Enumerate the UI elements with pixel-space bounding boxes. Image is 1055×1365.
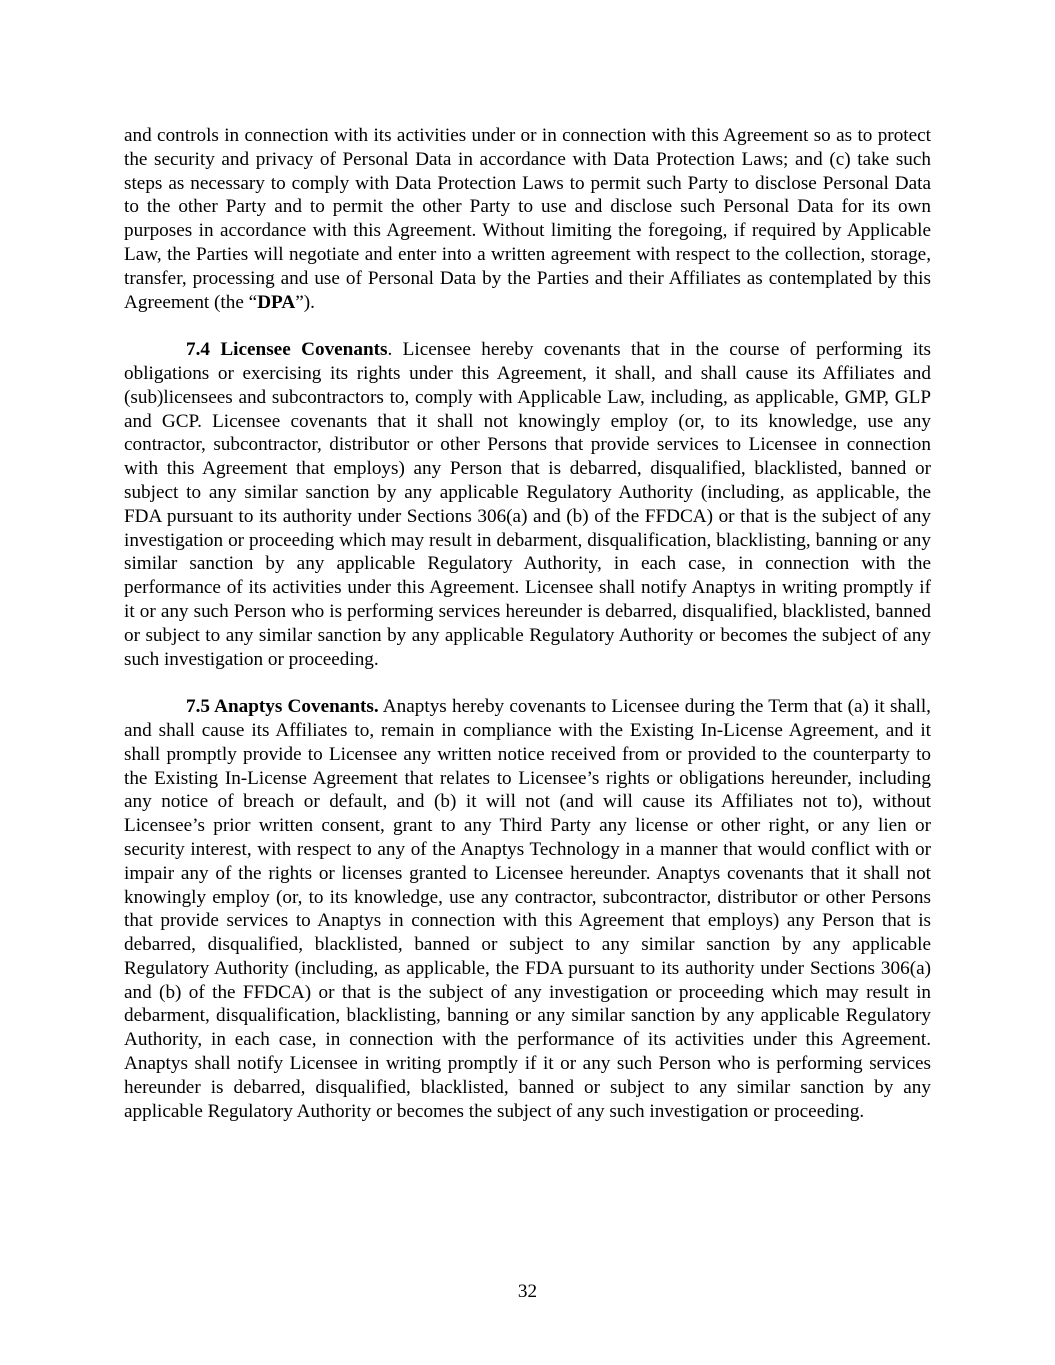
paragraph-text: and controls in connection with its activities under or in connection with this Agreement so as to protect the security and privacy of Personal Data in accordance with Data Protection Laws; and (c) take such steps as necessary to comply with Data Protection Laws to permit such Party to disclose Personal Data to the other Party and to permit the other Party to use and disclose such Personal Data for its own purposes in accordance with this Agreement. Without limiting the foregoing, if required by Applicable Law, the Parties will negotiate and enter into a written agreement with respect to the collection, storage, transfer, processing and use of Personal Data by the Parties and their Affiliates as contemplated by this Agreement (the “ — [124, 125, 931, 313]
section-7-4-heading: 7.4 Licensee Covenants — [186, 339, 388, 361]
page-number: 32 — [517, 1281, 538, 1302]
section-7-4 — [124, 338, 931, 671]
section-7-4-body: . Licensee hereby covenants that in the course of performing its obligations or exercising its rights under this Agreement, it shall, and shall cause its Affiliates and (sub)licensees and subcontractors to, comply with Applicable Law, including, as applicable, GMP, GLP and GCP. Licensee covenants that it shall not knowingly employ (or, to its knowledge, use any contractor, subcontractor, distributor or other Persons that provide services to Licensee in connection with this Agreement that employs) any Person that is debarred, disqualified, blacklisted, banned or subject to any similar sanction by any applicable Regulatory Authority (including, as applicable, the FDA pursuant to its authority under Sections 306(a) and (b) of the FFDCA) or that is the subject of any investigation or proceeding which may result in debarment, disqualification, blacklisting, banning or any similar sanction by any applicable Regulatory Authority, in each case, in connection with the performance of its activities under this Agreement. Licensee shall notify Anaptys in writing promptly if it or any such Person who is performing services hereunder is debarred, disqualified, blacklisted, banned or subject to any similar sanction by any applicable Regulatory Authority or becomes the subject of any such investigation or proceeding. — [124, 339, 931, 670]
section-7-5-body: Anaptys hereby covenants to Licensee during the Term that (a) it shall, and shall cause its Affiliates to, remain in compliance with the Existing In-License Agreement, and it shall promptly provide to Licensee any written notice received from or provided to the counterparty to the Existing In-License Agreement that relates to Licensee’s rights or obligations hereunder, including any notice of breach or default, and (b) it will not (and will cause its Affiliates not to), without Licensee’s prior written consent, grant to any Third Party any license or other right, or any lien or security interest, with respect to any of the Anaptys Technology in a manner that would conflict with or impair any of the rights or licenses granted to Licensee hereunder. Anaptys covenants that it shall not knowingly employ (or, to its knowledge, use any contractor, subcontractor, distributor or other Persons that provide services to Anaptys in connection with this Agreement that employs) any Person that is debarred, disqualified, blacklisted, banned or subject to any similar sanction by any applicable Regulatory Authority (including, as applicable, the FDA pursuant to its authority under Sections 306(a) and (b) of the FFDCA) or that is the subject of any investigation or proceeding which may result in debarment, disqualification, blacklisting, banning or any similar sanction by any applicable Regulatory Authority, in each case, in connection with the performance of its activities under this Agreement. Anaptys shall notify Licensee in writing promptly if it or any such Person who is performing services hereunder is debarred, disqualified, blacklisted, banned or subject to any similar sanction by any applicable Regulatory Authority or becomes the subject of any such investigation or proceeding. — [124, 696, 931, 1122]
defined-term-dpa: DPA — [257, 291, 296, 313]
section-7-5 — [124, 695, 931, 1123]
paragraph-text-end: ”). — [295, 291, 315, 313]
document-page — [124, 124, 931, 1147]
section-7-5-heading: 7.5 Anaptys Covenants. — [186, 696, 379, 718]
paragraph-data-protection — [124, 124, 931, 314]
